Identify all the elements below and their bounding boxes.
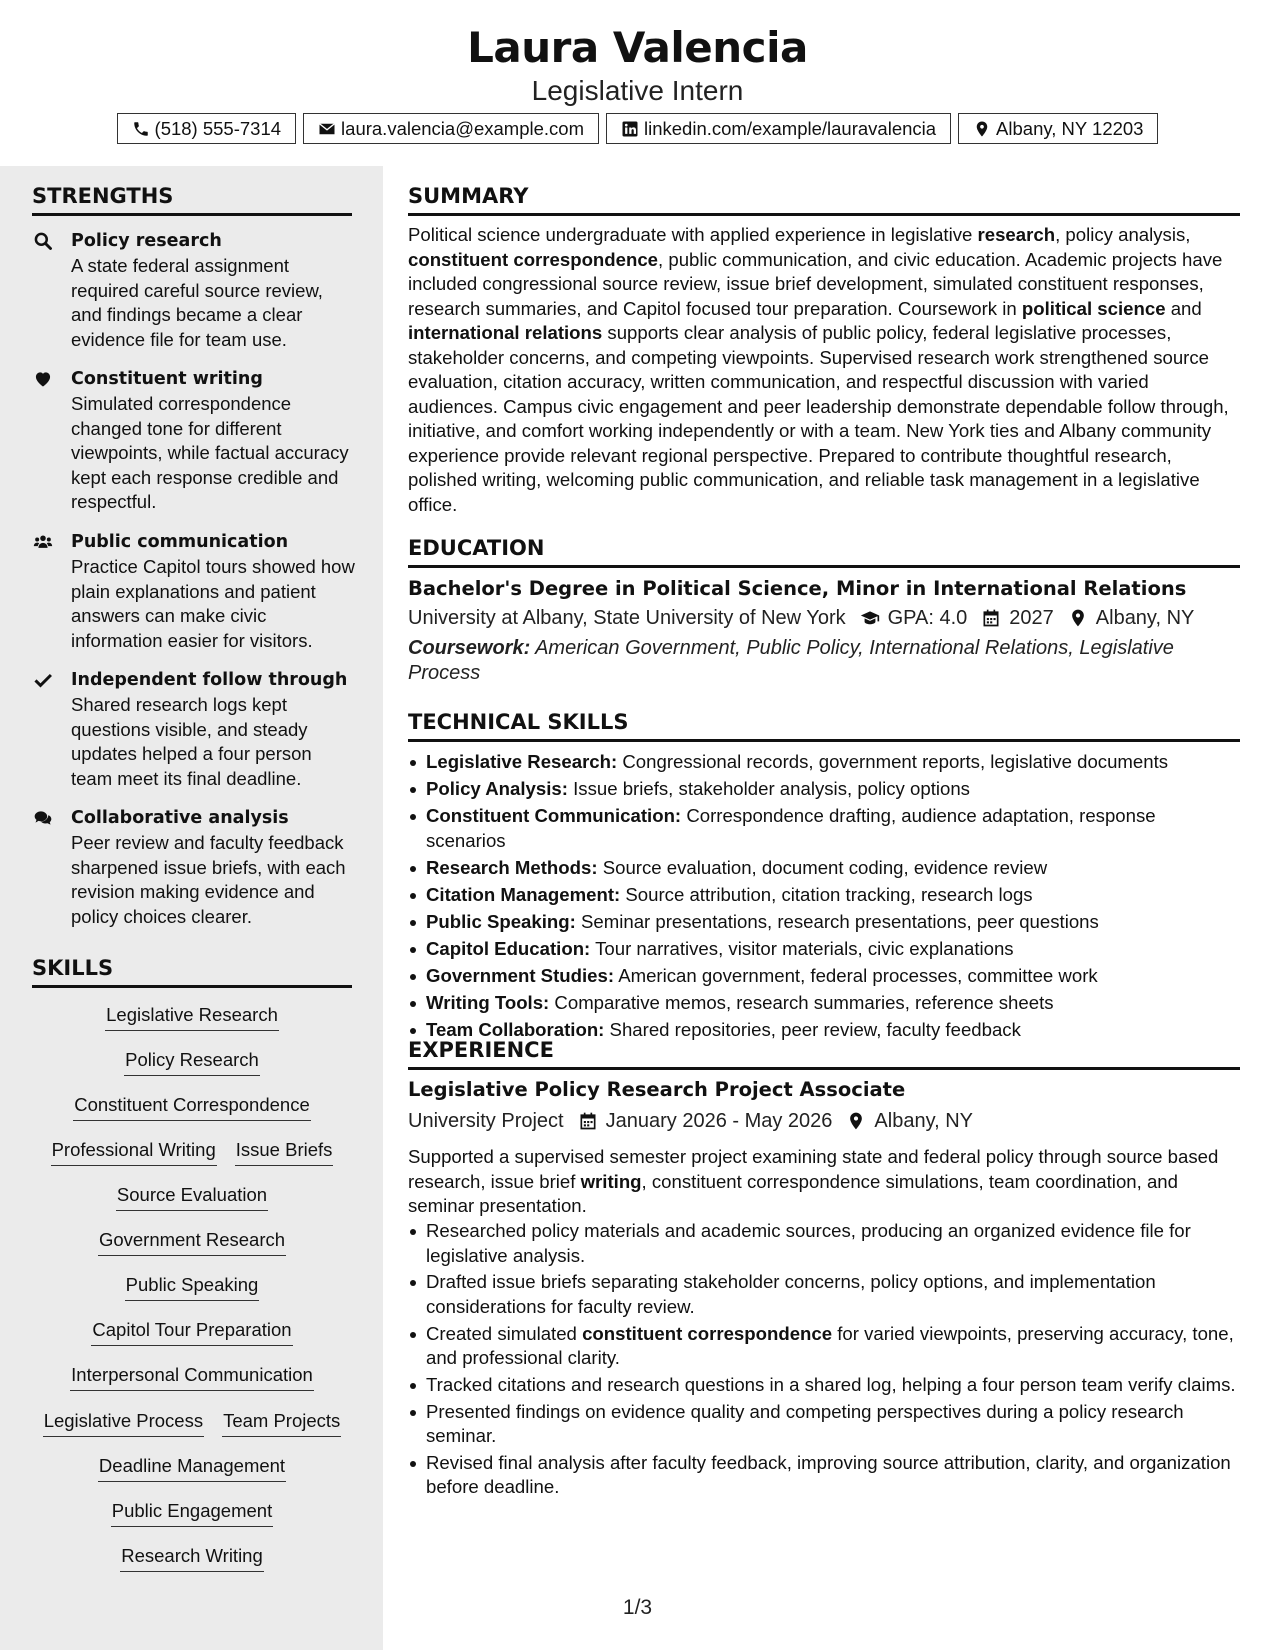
strength-desc: Practice Capitol tours showed how plain explanations and patient answers can make civic information easier for visitors. <box>71 556 355 651</box>
education-location: Albany, NY <box>1095 607 1195 629</box>
list-item <box>408 777 1240 802</box>
skill-label: Citation Management: <box>426 883 621 905</box>
contact-phone <box>117 113 297 144</box>
skill-row <box>32 1317 352 1346</box>
summary-seg: international relations <box>408 322 603 343</box>
list-item <box>408 964 1240 989</box>
skill-tag: Research Writing <box>120 1543 264 1572</box>
list-item <box>408 937 1240 962</box>
skill-label: Research Methods: <box>426 856 598 878</box>
list-item <box>408 1270 1240 1319</box>
list-item <box>408 856 1240 881</box>
skill-row <box>32 1453 352 1482</box>
job-title: Legislative Policy Research Project Associate <box>408 1078 906 1101</box>
gpa: GPA: 4.0 <box>887 607 968 629</box>
skill-text: Issue briefs, stakeholder analysis, policy options <box>573 778 970 799</box>
summary-seg: and <box>1165 297 1202 319</box>
skills-heading: SKILLS <box>32 955 352 988</box>
strength-title: Constituent writing <box>71 369 263 389</box>
list-item <box>408 1219 1240 1268</box>
skill-text: Comparative memos, research summaries, reference sheets <box>554 991 1054 1013</box>
contact-location <box>958 113 1158 144</box>
strength-desc: Simulated correspondence changed tone for different viewpoints, while factual accuracy kept each response credible and respectful. <box>71 393 349 512</box>
skill-label: Team Collaboration: <box>426 1018 605 1040</box>
job-dates: January 2026 - May 2026 <box>605 1110 833 1132</box>
linkedin-icon <box>621 120 639 138</box>
skill-row <box>32 1092 352 1121</box>
skill-text: Source attribution, citation tracking, research logs <box>625 883 1033 905</box>
chat-bubbles-icon <box>32 808 54 828</box>
candidate-name: Laura Valencia <box>467 23 808 72</box>
summary-seg: , public communication, and civic education. Academic projects have included congressional source review, issue brief development, simulated constituent responses, research summaries, and Capitol focused tour preparation. Coursework in <box>408 248 1223 319</box>
skill-text: Congressional records, government reports, legislative documents <box>622 751 1169 772</box>
envelope-icon <box>318 120 336 138</box>
graduation-cap-icon <box>860 608 880 628</box>
school-name: University at Albany, State University of New York <box>408 607 846 629</box>
contact-email-text: laura.valencia@example.com <box>341 117 584 139</box>
phone-icon <box>132 120 150 138</box>
skill-row <box>32 1002 352 1031</box>
organization: University Project <box>408 1110 564 1132</box>
skill-tag: Public Engagement <box>111 1498 273 1527</box>
technical-skills-list <box>408 750 1240 1045</box>
summary-seg: Political science undergraduate with applied experience in legislative <box>408 224 978 245</box>
strength-item <box>32 530 357 653</box>
degree-title: Bachelor's Degree in Political Science, Minor in International Relations <box>408 577 1187 600</box>
skill-label: Government Studies: <box>426 964 615 986</box>
skill-text: Source evaluation, document coding, evidence review <box>602 856 1048 878</box>
skill-row <box>32 1498 352 1527</box>
skill-tag: Legislative Research <box>105 1002 279 1031</box>
map-pin-icon <box>973 120 991 138</box>
bullet-text: Revised final analysis after faculty feedback, improving source attribution, clarity, and organization before deadline. <box>426 1451 1231 1498</box>
skill-label: Public Speaking: <box>426 910 576 932</box>
skill-row <box>32 1362 352 1391</box>
heart-icon <box>32 369 54 389</box>
desc-seg: , constituent correspondence simulations, team coordination, and seminar presentation. <box>408 1170 1178 1216</box>
list-item <box>408 750 1240 775</box>
list-item <box>408 910 1240 935</box>
people-icon <box>32 532 54 552</box>
coursework <box>408 636 1240 686</box>
bullet-text: Drafted issue briefs separating stakeholder concerns, policy options, and implementation considerations for faculty review. <box>426 1271 1156 1317</box>
coursework-list: American Government, Public Policy, International Relations, Legislative Process <box>408 637 1174 684</box>
list-item <box>408 1322 1240 1371</box>
skill-tag: Issue Briefs <box>235 1137 334 1166</box>
summary-seg: research <box>977 224 1056 245</box>
strength-item <box>32 806 357 929</box>
strength-item <box>32 367 357 515</box>
graduation-year: 2027 <box>1009 607 1054 629</box>
calendar-icon <box>981 608 1001 628</box>
skill-row <box>32 1182 352 1211</box>
list-item <box>408 804 1240 853</box>
coursework-label: Coursework: <box>408 637 531 659</box>
contact-location-text: Albany, NY 12203 <box>996 117 1144 139</box>
strength-item <box>32 229 357 352</box>
summary-seg: constituent correspondence <box>408 248 659 270</box>
skill-tag: Government Research <box>98 1227 286 1256</box>
summary-text <box>408 223 1240 517</box>
contact-email <box>303 113 599 144</box>
list-item <box>408 1373 1240 1398</box>
skill-label: Policy Analysis: <box>426 778 568 799</box>
map-pin-icon <box>846 1111 866 1131</box>
magnifier-icon <box>32 231 54 251</box>
strength-desc: Shared research logs kept questions visible, and steady updates helped a four person team meet its final deadline. <box>71 694 312 789</box>
skill-label: Legislative Research: <box>426 751 618 772</box>
strength-item <box>32 668 357 791</box>
summary-seg: political science <box>1021 297 1166 319</box>
list-item <box>408 883 1240 908</box>
contact-phone-text: (518) 555-7314 <box>154 117 282 139</box>
skill-tag: Professional Writing <box>51 1137 217 1166</box>
skill-text: Shared repositories, peer review, faculty feedback <box>609 1018 1021 1040</box>
list-item <box>408 1400 1240 1449</box>
technical-skills-heading: TECHNICAL SKILLS <box>408 709 1240 742</box>
skill-text: Seminar presentations, research presentations, peer questions <box>580 910 1099 932</box>
checkmark-icon <box>32 670 54 690</box>
skill-row <box>32 1137 352 1166</box>
skill-text: American government, federal processes, committee work <box>618 964 1098 986</box>
bullet-text: Tracked citations and research questions in a shared log, helping a four person team verify claims. <box>426 1373 1236 1395</box>
map-pin-icon <box>1068 608 1088 628</box>
skill-label: Capitol Education: <box>426 937 591 959</box>
education-meta <box>408 605 1240 631</box>
skill-row <box>32 1047 352 1076</box>
summary-seg: supports clear analysis of public policy, federal legislative processes, stakeholder concerns, and competing viewpoints. Supervised research work strengthened source evaluation, citation accuracy, written communication, and respectful discussion with varied audiences. Campus civic engagement and peer leadership demonstrate dependable follow through, initiative, and comfort working independently or with a team. New York ties and Albany community experience provide relevant regional perspective. Prepared to contribute thoughtful research, polished writing, welcoming public communication, and reliable task management in a legislative office. <box>408 322 1229 515</box>
list-item <box>408 991 1240 1016</box>
experience-meta <box>408 1108 1240 1134</box>
skill-label: Constituent Communication: <box>426 805 682 826</box>
skill-text: Tour narratives, visitor materials, civic explanations <box>595 937 1014 959</box>
strength-desc: A state federal assignment required careful source review, and findings became a clear evidence file for team use. <box>71 255 323 350</box>
summary-heading: SUMMARY <box>408 183 1240 216</box>
skill-tag: Constituent Correspondence <box>73 1092 311 1121</box>
bullet-text-bold: constituent correspondence <box>582 1322 833 1344</box>
bullet-text: Researched policy materials and academic sources, producing an organized evidence file for legislative analysis. <box>426 1220 1191 1266</box>
strength-desc: Peer review and faculty feedback sharpened issue briefs, with each revision making evidence and policy choices clearer. <box>71 832 346 927</box>
skill-tag: Public Speaking <box>125 1272 260 1301</box>
strength-title: Independent follow through <box>71 670 348 690</box>
skill-tag: Capitol Tour Preparation <box>91 1317 292 1346</box>
bullet-text: for varied viewpoints, preserving accuracy, tone, and professional clarity. <box>426 1322 1234 1369</box>
job-description <box>408 1145 1240 1219</box>
skill-tag: Source Evaluation <box>116 1182 268 1211</box>
contact-linkedin <box>606 113 951 144</box>
resume-header <box>0 22 1275 108</box>
education-heading: EDUCATION <box>408 535 1240 568</box>
experience-heading: EXPERIENCE <box>408 1037 1240 1070</box>
page-number: 1/3 <box>622 1596 653 1619</box>
strength-title: Public communication <box>71 532 289 552</box>
experience-bullets <box>408 1219 1240 1502</box>
skill-tag: Legislative Process <box>43 1408 204 1437</box>
job-location: Albany, NY <box>874 1110 973 1132</box>
skill-row <box>32 1272 352 1301</box>
contact-bar <box>0 113 1275 144</box>
candidate-role: Legislative Intern <box>531 75 744 106</box>
list-item <box>408 1451 1240 1500</box>
skill-tag: Team Projects <box>222 1408 341 1437</box>
desc-seg: writing <box>580 1170 642 1192</box>
calendar-icon <box>578 1111 598 1131</box>
skill-tag: Policy Research <box>124 1047 260 1076</box>
strength-title: Policy research <box>71 231 222 251</box>
skill-text: Correspondence drafting, audience adaptation, response scenarios <box>426 805 1156 851</box>
skill-row <box>32 1408 352 1437</box>
bullet-text: Created simulated <box>426 1322 583 1344</box>
skill-tag: Interpersonal Communication <box>70 1362 314 1391</box>
contact-linkedin-text: linkedin.com/example/lauravalencia <box>644 117 937 139</box>
bullet-text: Presented findings on evidence quality and competing perspectives during a policy research seminar. <box>426 1400 1184 1447</box>
summary-seg: , policy analysis, <box>1055 224 1191 245</box>
desc-seg: Supported a supervised semester project examining state and federal policy through source based research, issue brief <box>408 1146 1219 1192</box>
skill-row <box>32 1543 352 1572</box>
skill-row <box>32 1227 352 1256</box>
strength-title: Collaborative analysis <box>71 808 289 828</box>
skill-tag: Deadline Management <box>98 1453 286 1482</box>
strengths-heading: STRENGTHS <box>32 183 352 216</box>
skill-label: Writing Tools: <box>426 991 550 1013</box>
